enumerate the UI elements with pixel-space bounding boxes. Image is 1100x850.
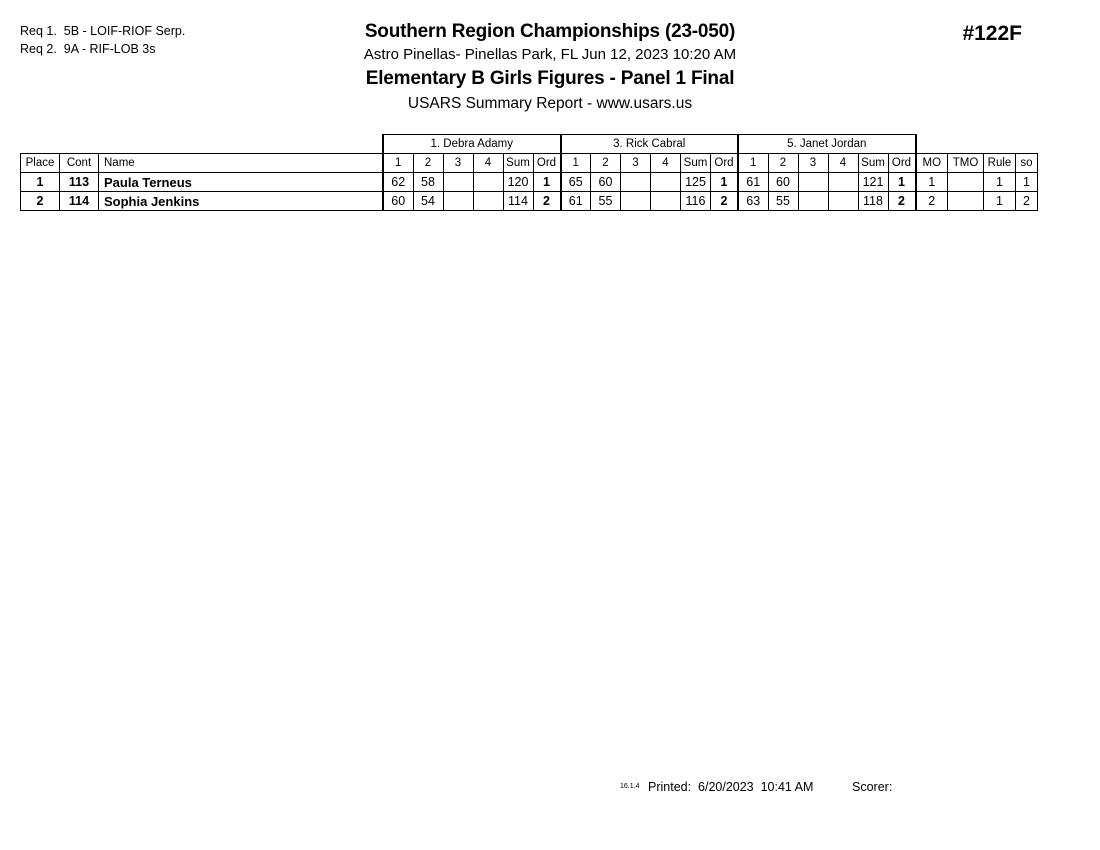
header-j1-ord: Ord <box>533 154 561 173</box>
cell-j1-score-4 <box>473 192 503 211</box>
judge-1-name: 1. Debra Adamy <box>383 135 561 154</box>
cell-j2-sum: 125 <box>681 173 711 192</box>
spacer-cell <box>21 135 60 154</box>
cell-j2-score-1: 65 <box>561 173 591 192</box>
table-row[interactable] <box>21 173 1038 192</box>
cell-j1-sum: 120 <box>503 173 533 192</box>
cell-j3-score-3 <box>798 173 828 192</box>
cell-j2-score-2: 55 <box>591 192 621 211</box>
header-tmo: TMO <box>948 154 984 173</box>
header-j2-score-2: 2 <box>591 154 621 173</box>
cell-j3-ord: 1 <box>888 173 916 192</box>
header-j3-score-1: 1 <box>738 154 768 173</box>
cell-rule: 1 <box>984 173 1016 192</box>
cell-j1-score-1: 62 <box>383 173 413 192</box>
printed-timestamp: Printed: 6/20/2023 10:41 AM <box>648 780 814 794</box>
cell-j3-score-2: 60 <box>768 173 798 192</box>
cell-j3-score-3 <box>798 192 828 211</box>
header-j2-ord: Ord <box>711 154 739 173</box>
header-j3-score-3: 3 <box>798 154 828 173</box>
header-j2-score-1: 1 <box>561 154 591 173</box>
results-sheet <box>20 134 1038 211</box>
spacer-cell <box>1016 135 1038 154</box>
header-rule: Rule <box>984 154 1016 173</box>
cell-j1-ord: 2 <box>533 192 561 211</box>
cell-j3-score-4 <box>828 173 858 192</box>
judge-2-name: 3. Rick Cabral <box>561 135 739 154</box>
spacer-cell <box>916 135 948 154</box>
header-j2-sum: Sum <box>681 154 711 173</box>
spacer-cell <box>99 135 384 154</box>
header-name: Name <box>99 154 384 173</box>
cell-tmo <box>948 173 984 192</box>
venue-datetime: Astro Pinellas- Pinellas Park, FL Jun 12, 2023 10:20 AM <box>363 46 737 63</box>
header-j1-score-4: 4 <box>473 154 503 173</box>
cell-mo: 2 <box>916 192 948 211</box>
header-so: so <box>1016 154 1038 173</box>
cell-j1-score-4 <box>473 173 503 192</box>
cell-j2-ord: 1 <box>711 173 739 192</box>
cell-j2-score-3 <box>621 192 651 211</box>
cell-j3-score-1: 63 <box>738 192 768 211</box>
cell-j2-score-4 <box>651 173 681 192</box>
cell-j1-score-1: 60 <box>383 192 413 211</box>
header-j3-ord: Ord <box>888 154 916 173</box>
judge-header-row <box>21 135 1038 154</box>
spacer-cell <box>948 135 984 154</box>
header-place: Place <box>21 154 60 173</box>
cell-j3-score-2: 55 <box>768 192 798 211</box>
cell-j2-score-3 <box>621 173 651 192</box>
cell-j1-score-3 <box>443 192 473 211</box>
table-row[interactable] <box>21 192 1038 211</box>
cell-j1-score-2: 58 <box>413 173 443 192</box>
software-version: 16.1.4 <box>620 783 640 790</box>
requirement-line-1: Req 1. 5B - LOIF-RIOF Serp. <box>20 24 186 38</box>
cell-j3-score-4 <box>828 192 858 211</box>
header-j1-sum: Sum <box>503 154 533 173</box>
cell-rule: 1 <box>984 192 1016 211</box>
requirement-line-2: Req 2. 9A - RIF-LOB 3s <box>20 42 156 56</box>
cell-so: 1 <box>1016 173 1038 192</box>
header-j3-score-2: 2 <box>768 154 798 173</box>
document-number: #122F <box>962 22 1022 45</box>
cell-tmo <box>948 192 984 211</box>
cell-mo: 1 <box>916 173 948 192</box>
event-title: Elementary B Girls Figures - Panel 1 Final <box>365 68 735 89</box>
cell-j1-score-2: 54 <box>413 192 443 211</box>
title-block <box>0 20 1100 116</box>
cell-place: 2 <box>21 192 60 211</box>
header-j1-score-3: 3 <box>443 154 473 173</box>
cell-j3-sum: 118 <box>858 192 888 211</box>
report-subtitle: USARS Summary Report - www.usars.us <box>407 95 693 112</box>
header-j2-score-4: 4 <box>651 154 681 173</box>
scorer-label: Scorer: <box>852 780 893 794</box>
header-j3-sum: Sum <box>858 154 888 173</box>
header-j2-score-3: 3 <box>621 154 651 173</box>
cell-cont: 114 <box>60 192 99 211</box>
cell-cont: 113 <box>60 173 99 192</box>
header-j1-score-1: 1 <box>383 154 413 173</box>
cell-j2-score-1: 61 <box>561 192 591 211</box>
header-mo: MO <box>916 154 948 173</box>
cell-j3-sum: 121 <box>858 173 888 192</box>
cell-j1-ord: 1 <box>533 173 561 192</box>
cell-j1-sum: 114 <box>503 192 533 211</box>
cell-so: 2 <box>1016 192 1038 211</box>
header-j3-score-4: 4 <box>828 154 858 173</box>
results-table <box>20 134 1038 211</box>
column-header-row <box>21 154 1038 173</box>
cell-name: Paula Terneus <box>99 173 384 192</box>
spacer-cell <box>60 135 99 154</box>
cell-j2-score-4 <box>651 192 681 211</box>
cell-j1-score-3 <box>443 173 473 192</box>
cell-j3-score-1: 61 <box>738 173 768 192</box>
cell-name: Sophia Jenkins <box>99 192 384 211</box>
cell-j2-sum: 116 <box>681 192 711 211</box>
competition-title: Southern Region Championships (23-050) <box>364 21 736 42</box>
header-j1-score-2: 2 <box>413 154 443 173</box>
spacer-cell <box>984 135 1016 154</box>
cell-j2-ord: 2 <box>711 192 739 211</box>
header-cont: Cont <box>60 154 99 173</box>
cell-place: 1 <box>21 173 60 192</box>
judge-3-name: 5. Janet Jordan <box>738 135 916 154</box>
cell-j3-ord: 2 <box>888 192 916 211</box>
cell-j2-score-2: 60 <box>591 173 621 192</box>
